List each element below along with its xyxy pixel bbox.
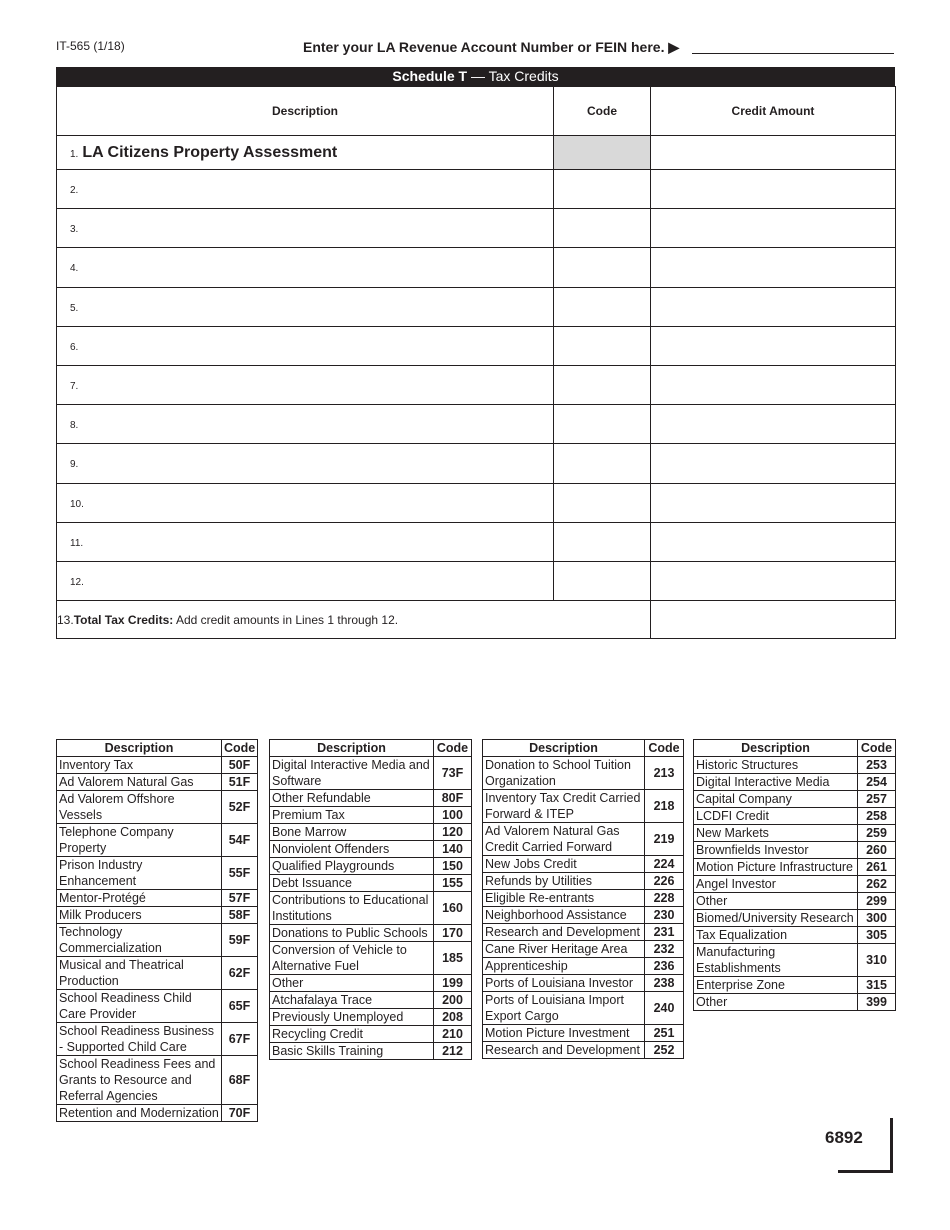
reference-header-row — [57, 740, 258, 757]
reference-row — [694, 944, 896, 977]
reference-code: 62F — [222, 957, 258, 990]
reference-description: Ports of Louisiana Investor — [483, 975, 645, 992]
reference-code: 253 — [858, 757, 896, 774]
column-header-code: Code — [554, 87, 651, 136]
line-1-description — [57, 136, 554, 170]
total-amount-input[interactable] — [651, 601, 896, 639]
line-code-input[interactable] — [554, 170, 651, 209]
reference-row — [270, 975, 472, 992]
reference-description: LCDFI Credit — [694, 808, 858, 825]
line-code-input[interactable] — [554, 287, 651, 326]
line-number: 12. — [70, 576, 84, 588]
reference-row — [694, 910, 896, 927]
reference-description: New Markets — [694, 825, 858, 842]
reference-code: 257 — [858, 791, 896, 808]
reference-description: Basic Skills Training — [270, 1043, 434, 1060]
reference-code: 228 — [645, 890, 684, 907]
reference-code: 300 — [858, 910, 896, 927]
line-amount-input[interactable] — [651, 170, 896, 209]
reference-code: 254 — [858, 774, 896, 791]
reference-description: Retention and Modernization — [57, 1105, 222, 1122]
reference-row — [483, 823, 684, 856]
total-instruction: Add credit amounts in Lines 1 through 12. — [173, 612, 399, 627]
reference-row — [270, 892, 472, 925]
reference-description: Conversion of Vehicle to Alternative Fuel — [270, 942, 434, 975]
line-amount-input[interactable] — [651, 561, 896, 600]
reference-row — [483, 975, 684, 992]
reference-row — [694, 757, 896, 774]
reference-description: Nonviolent Offenders — [270, 841, 434, 858]
schedule-title-bar — [56, 67, 895, 86]
line-amount-input[interactable] — [651, 209, 896, 248]
reference-row — [694, 977, 896, 994]
reference-description: Biomed/University Research — [694, 910, 858, 927]
reference-code: 120 — [434, 824, 472, 841]
credit-line — [57, 248, 896, 287]
reference-description: Ad Valorem Natural Gas Credit Carried Forward — [483, 823, 645, 856]
reference-code: 140 — [434, 841, 472, 858]
reference-description: School Readiness Business - Supported Child Care — [57, 1023, 222, 1056]
line-number: 4. — [70, 263, 79, 275]
reference-code: 160 — [434, 892, 472, 925]
reference-code: 73F — [434, 757, 472, 790]
line-description-input[interactable] — [57, 444, 554, 483]
reference-row — [483, 873, 684, 890]
reference-description: Other — [270, 975, 434, 992]
reference-row — [270, 790, 472, 807]
reference-code: 315 — [858, 977, 896, 994]
reference-description: Historic Structures — [694, 757, 858, 774]
line-description-input[interactable] — [57, 365, 554, 404]
reference-row — [694, 859, 896, 876]
line-code-input[interactable] — [554, 405, 651, 444]
reference-description: Refunds by Utilities — [483, 873, 645, 890]
reference-description: Tax Equalization — [694, 927, 858, 944]
reference-row — [57, 1105, 258, 1122]
line-1-amount-input[interactable] — [651, 136, 896, 170]
reference-code: 212 — [434, 1043, 472, 1060]
reference-row — [57, 907, 258, 924]
reference-description: Recycling Credit — [270, 1026, 434, 1043]
reference-description: Manufacturing Establishments — [694, 944, 858, 977]
column-header-credit-amount: Credit Amount — [651, 87, 896, 136]
reference-row — [483, 1025, 684, 1042]
reference-description: Milk Producers — [57, 907, 222, 924]
line-amount-input[interactable] — [651, 365, 896, 404]
reference-row — [483, 958, 684, 975]
reference-header-row — [270, 740, 472, 757]
line-1-code-shaded — [554, 136, 651, 170]
line-description-input[interactable] — [57, 561, 554, 600]
reference-code: 224 — [645, 856, 684, 873]
line-number: 10. — [70, 498, 84, 510]
credit-line — [57, 522, 896, 561]
reference-code: 57F — [222, 890, 258, 907]
reference-code: 199 — [434, 975, 472, 992]
reference-code: 262 — [858, 876, 896, 893]
line-amount-input[interactable] — [651, 248, 896, 287]
total-description — [57, 601, 651, 639]
line-amount-input[interactable] — [651, 483, 896, 522]
schedule-t-table — [56, 86, 896, 639]
reference-description: Digital Interactive Media — [694, 774, 858, 791]
reference-row — [57, 791, 258, 824]
reference-row — [483, 1042, 684, 1059]
line-amount-input[interactable] — [651, 326, 896, 365]
reference-code: 240 — [645, 992, 684, 1025]
reference-header-row — [694, 740, 896, 757]
reference-code: 252 — [645, 1042, 684, 1059]
schedule-subtitle: — Tax Credits — [467, 68, 559, 84]
reference-row — [483, 790, 684, 823]
reference-description: Contributions to Educational Institutions — [270, 892, 434, 925]
reference-code: 68F — [222, 1056, 258, 1105]
reference-row — [57, 1056, 258, 1105]
account-number-field[interactable] — [692, 53, 894, 54]
reference-header-description: Description — [57, 740, 222, 757]
credit-line — [57, 287, 896, 326]
reference-row — [270, 1026, 472, 1043]
reference-header-description: Description — [270, 740, 434, 757]
reference-code: 299 — [858, 893, 896, 910]
reference-code: 55F — [222, 857, 258, 890]
reference-header-code: Code — [222, 740, 258, 757]
reference-description: Inventory Tax — [57, 757, 222, 774]
reference-row — [483, 907, 684, 924]
reference-code: 399 — [858, 994, 896, 1011]
reference-description: Prison Industry Enhancement — [57, 857, 222, 890]
reference-code: 80F — [434, 790, 472, 807]
line-code-input[interactable] — [554, 483, 651, 522]
credit-line — [57, 170, 896, 209]
reference-row — [57, 890, 258, 907]
code-reference-table-1 — [56, 739, 258, 1122]
reference-code: 155 — [434, 875, 472, 892]
reference-row — [57, 857, 258, 890]
reference-row — [57, 924, 258, 957]
reference-header-description: Description — [694, 740, 858, 757]
reference-code: 260 — [858, 842, 896, 859]
reference-code: 230 — [645, 907, 684, 924]
reference-row — [270, 757, 472, 790]
reference-row — [57, 990, 258, 1023]
reference-header-code: Code — [858, 740, 896, 757]
line-amount-input[interactable] — [651, 405, 896, 444]
line-code-input[interactable] — [554, 209, 651, 248]
credit-line — [57, 365, 896, 404]
reference-code: 54F — [222, 824, 258, 857]
line-number: 7. — [70, 381, 79, 393]
reference-code: 65F — [222, 990, 258, 1023]
reference-row — [483, 992, 684, 1025]
reference-description: Premium Tax — [270, 807, 434, 824]
reference-row — [57, 1023, 258, 1056]
reference-code: 58F — [222, 907, 258, 924]
reference-row — [694, 893, 896, 910]
reference-code: 213 — [645, 757, 684, 790]
reference-code: 238 — [645, 975, 684, 992]
corner-mark-horizontal — [838, 1170, 893, 1173]
reference-description: New Jobs Credit — [483, 856, 645, 873]
line-description-input[interactable] — [57, 405, 554, 444]
line-number: 3. — [70, 224, 79, 236]
reference-row — [270, 858, 472, 875]
reference-description: Motion Picture Investment — [483, 1025, 645, 1042]
line-amount-input[interactable] — [651, 522, 896, 561]
reference-code: 259 — [858, 825, 896, 842]
reference-row — [270, 992, 472, 1009]
total-label: Total Tax Credits: — [73, 612, 174, 627]
line-description-input[interactable] — [57, 209, 554, 248]
reference-row — [270, 807, 472, 824]
reference-code: 219 — [645, 823, 684, 856]
reference-header-description: Description — [483, 740, 645, 757]
reference-description: Musical and Theatrical Production — [57, 957, 222, 990]
reference-code: 305 — [858, 927, 896, 944]
line-code-input[interactable] — [554, 561, 651, 600]
reference-row — [694, 876, 896, 893]
column-header-description: Description — [57, 87, 554, 136]
reference-row — [270, 875, 472, 892]
reference-description: Previously Unemployed — [270, 1009, 434, 1026]
reference-description: Cane River Heritage Area — [483, 941, 645, 958]
line-number: 6. — [70, 341, 79, 353]
reference-row — [270, 942, 472, 975]
reference-description: Ad Valorem Natural Gas — [57, 774, 222, 791]
total-line — [57, 601, 896, 639]
reference-row — [270, 1009, 472, 1026]
schedule-title: Schedule T — [392, 68, 468, 84]
reference-row — [270, 824, 472, 841]
reference-code: 258 — [858, 808, 896, 825]
reference-row — [694, 994, 896, 1011]
reference-row — [483, 890, 684, 907]
line-description-input[interactable] — [57, 326, 554, 365]
credit-line — [57, 444, 896, 483]
credit-line — [57, 405, 896, 444]
line-number: 9. — [70, 459, 79, 471]
reference-code: 51F — [222, 774, 258, 791]
reference-row — [57, 824, 258, 857]
reference-description: Technology Commercialization — [57, 924, 222, 957]
reference-description: Debt Issuance — [270, 875, 434, 892]
line-1-text: LA Citizens Property Assessment — [82, 143, 338, 161]
total-line-number: 13. — [57, 612, 74, 627]
reference-description: Apprenticeship — [483, 958, 645, 975]
line-code-input[interactable] — [554, 248, 651, 287]
reference-row — [694, 808, 896, 825]
reference-row — [270, 925, 472, 942]
reference-description: Bone Marrow — [270, 824, 434, 841]
reference-description: Angel Investor — [694, 876, 858, 893]
reference-description: Qualified Playgrounds — [270, 858, 434, 875]
reference-code: 236 — [645, 958, 684, 975]
reference-code: 150 — [434, 858, 472, 875]
reference-row — [270, 841, 472, 858]
reference-row — [694, 791, 896, 808]
line-number: 2. — [70, 185, 79, 197]
line-description-input[interactable] — [57, 170, 554, 209]
reference-row — [57, 757, 258, 774]
reference-row — [483, 856, 684, 873]
reference-code: 251 — [645, 1025, 684, 1042]
line-description-input[interactable] — [57, 248, 554, 287]
page-number: 6892 — [825, 1128, 863, 1147]
reference-row — [270, 1043, 472, 1060]
line-code-input[interactable] — [554, 326, 651, 365]
reference-row — [694, 825, 896, 842]
reference-description: Donations to Public Schools — [270, 925, 434, 942]
reference-description: Other Refundable — [270, 790, 434, 807]
line-code-input[interactable] — [554, 522, 651, 561]
reference-description: Ports of Louisiana Import Export Cargo — [483, 992, 645, 1025]
reference-code: 232 — [645, 941, 684, 958]
reference-description: School Readiness Fees and Grants to Resource and Referral Agencies — [57, 1056, 222, 1105]
code-reference-table-2 — [269, 739, 472, 1060]
reference-description: Mentor-Protégé — [57, 890, 222, 907]
reference-description: Neighborhood Assistance — [483, 907, 645, 924]
reference-description: School Readiness Child Care Provider — [57, 990, 222, 1023]
reference-code: 170 — [434, 925, 472, 942]
reference-description: Enterprise Zone — [694, 977, 858, 994]
reference-row — [694, 927, 896, 944]
credit-line — [57, 209, 896, 248]
line-number: 5. — [70, 302, 79, 314]
credit-line — [57, 561, 896, 600]
reference-description: Inventory Tax Credit Carried Forward & ITEP — [483, 790, 645, 823]
reference-description: Other — [694, 994, 858, 1011]
line-number: 1. — [70, 148, 79, 160]
reference-code: 50F — [222, 757, 258, 774]
code-reference-table-4 — [693, 739, 896, 1011]
reference-description: Eligible Re-entrants — [483, 890, 645, 907]
reference-code: 210 — [434, 1026, 472, 1043]
account-number-prompt: Enter your LA Revenue Account Number or FEIN here. ▶ — [303, 39, 680, 55]
reference-code: 218 — [645, 790, 684, 823]
credit-line — [57, 483, 896, 522]
reference-code: 70F — [222, 1105, 258, 1122]
reference-description: Other — [694, 893, 858, 910]
reference-description: Ad Valorem Offshore Vessels — [57, 791, 222, 824]
corner-mark-vertical — [890, 1118, 893, 1173]
line-number: 8. — [70, 420, 79, 432]
reference-description: Brownfields Investor — [694, 842, 858, 859]
reference-description: Atchafalaya Trace — [270, 992, 434, 1009]
reference-description: Digital Interactive Media and Software — [270, 757, 434, 790]
line-description-input[interactable] — [57, 483, 554, 522]
line-code-input[interactable] — [554, 444, 651, 483]
reference-header-row — [483, 740, 684, 757]
reference-row — [694, 842, 896, 859]
reference-header-code: Code — [434, 740, 472, 757]
reference-code: 310 — [858, 944, 896, 977]
reference-code: 231 — [645, 924, 684, 941]
line-code-input[interactable] — [554, 365, 651, 404]
reference-row — [57, 957, 258, 990]
reference-code: 261 — [858, 859, 896, 876]
reference-row — [483, 757, 684, 790]
reference-row — [57, 774, 258, 791]
reference-code: 200 — [434, 992, 472, 1009]
form-id: IT-565 (1/18) — [56, 39, 125, 53]
line-amount-input[interactable] — [651, 444, 896, 483]
reference-code: 67F — [222, 1023, 258, 1056]
reference-description: Donation to School Tuition Organization — [483, 757, 645, 790]
credit-line — [57, 326, 896, 365]
reference-code: 208 — [434, 1009, 472, 1026]
line-number: 11. — [70, 537, 84, 549]
reference-row — [694, 774, 896, 791]
reference-row — [483, 941, 684, 958]
reference-description: Research and Development — [483, 924, 645, 941]
credit-line-1 — [57, 136, 896, 170]
reference-code: 100 — [434, 807, 472, 824]
line-description-input[interactable] — [57, 522, 554, 561]
line-amount-input[interactable] — [651, 287, 896, 326]
reference-code: 59F — [222, 924, 258, 957]
reference-row — [483, 924, 684, 941]
reference-description: Research and Development — [483, 1042, 645, 1059]
reference-description: Capital Company — [694, 791, 858, 808]
reference-code: 52F — [222, 791, 258, 824]
reference-code: 185 — [434, 942, 472, 975]
line-description-input[interactable] — [57, 287, 554, 326]
reference-description: Motion Picture Infrastructure — [694, 859, 858, 876]
code-reference-table-3 — [482, 739, 684, 1059]
reference-header-code: Code — [645, 740, 684, 757]
reference-description: Telephone Company Property — [57, 824, 222, 857]
reference-code: 226 — [645, 873, 684, 890]
